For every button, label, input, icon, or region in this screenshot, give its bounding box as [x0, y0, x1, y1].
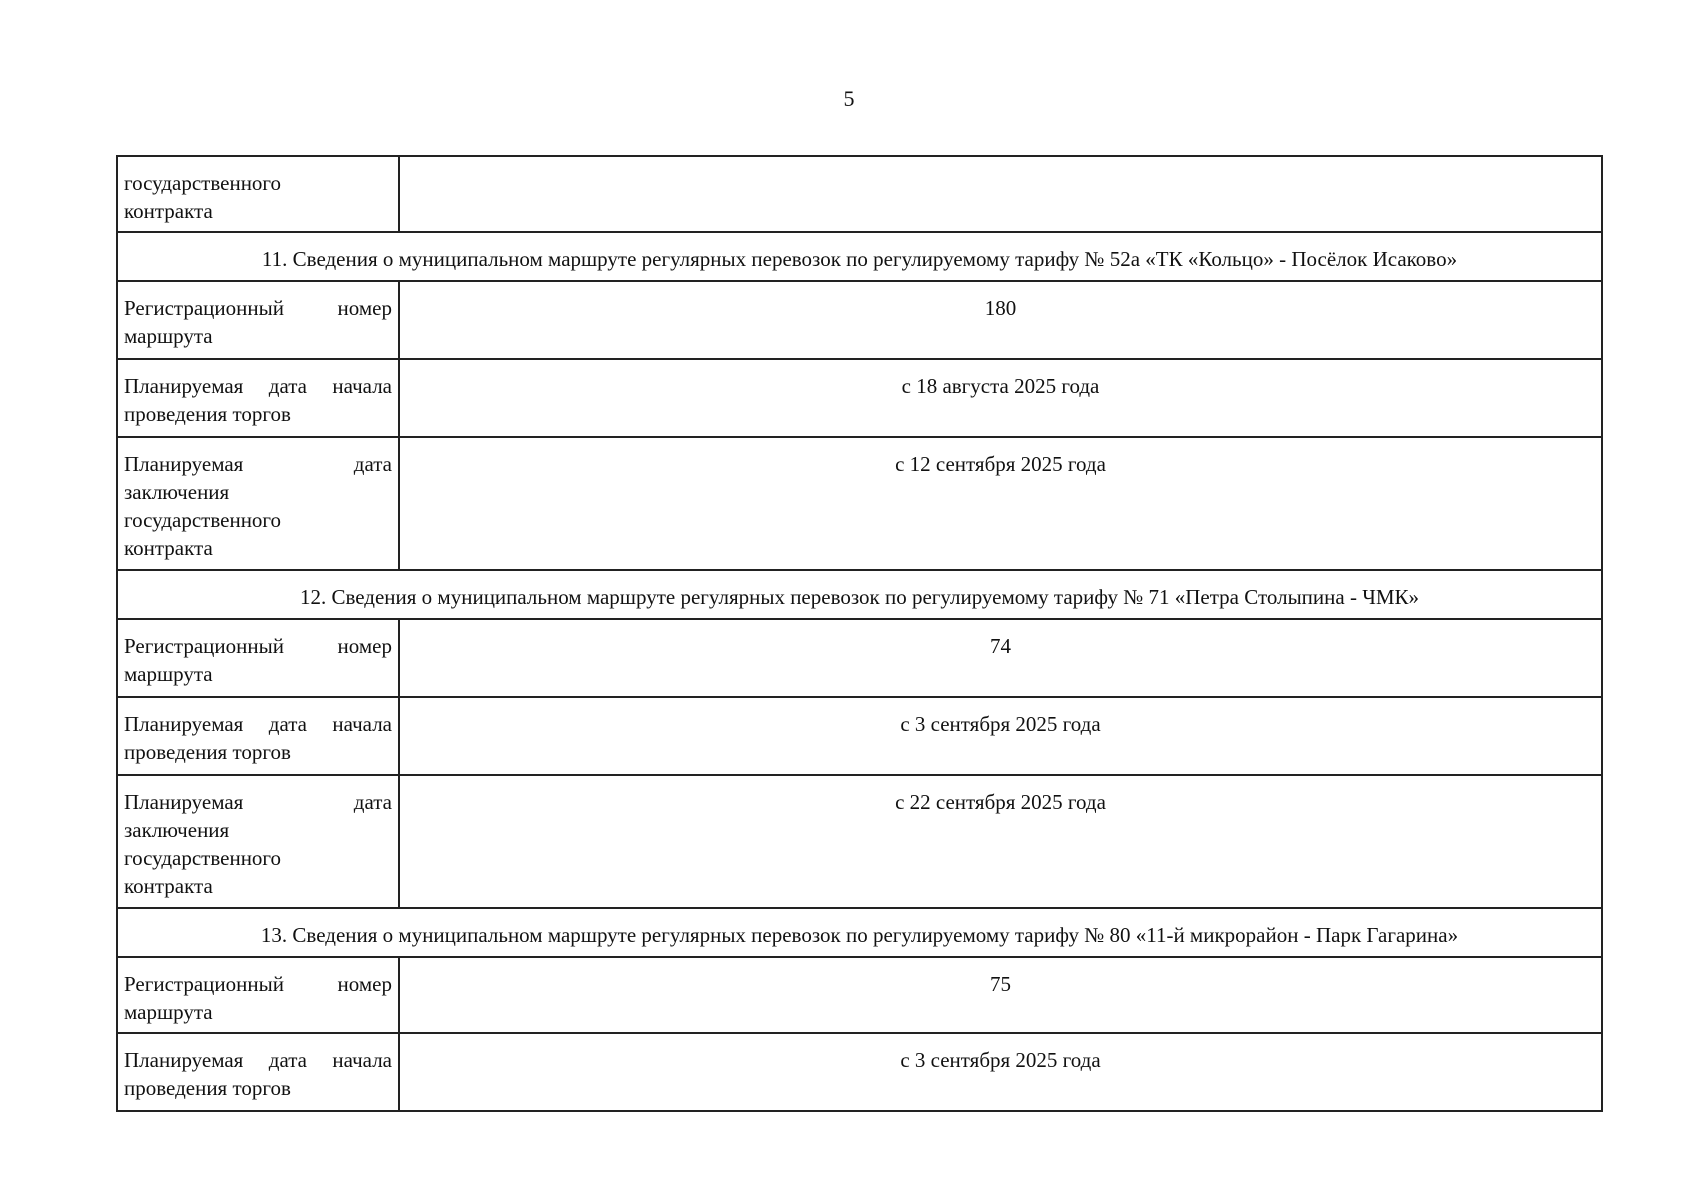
label-line: [124, 632, 392, 660]
label-line: заключения: [124, 818, 230, 842]
label-word: Планируемая: [124, 374, 244, 398]
label-line: маршрута: [124, 1000, 213, 1024]
page-number: 5: [843, 86, 855, 111]
label-line: государственного: [124, 171, 282, 195]
row-label: [117, 359, 399, 437]
label-word: дата: [268, 712, 307, 736]
label-line: [124, 788, 392, 816]
row-value: с 3 сентября 2025 года: [399, 697, 1602, 775]
label-line: [124, 710, 392, 738]
label-word: Регистрационный: [124, 296, 284, 320]
row-label: [117, 281, 399, 359]
row-label: [117, 697, 399, 775]
label-line: маршрута: [124, 324, 213, 348]
label-line: [124, 372, 392, 400]
section-header-row: [117, 232, 1602, 281]
label-word: дата: [353, 790, 392, 814]
label-line: [124, 450, 392, 478]
table-row: [117, 359, 1602, 437]
row-value: 74: [399, 619, 1602, 697]
label-word: Регистрационный: [124, 972, 284, 996]
label-line: контракта: [124, 874, 213, 898]
carry-over-row: [117, 156, 1602, 232]
label-line: маршрута: [124, 662, 213, 686]
carry-over-value: [399, 156, 1602, 232]
row-value: с 12 сентября 2025 года: [399, 437, 1602, 570]
table-row: [117, 697, 1602, 775]
label-word: Планируемая: [124, 452, 244, 476]
row-value: с 22 сентября 2025 года: [399, 775, 1602, 908]
label-line: государственного: [124, 508, 282, 532]
row-label: [117, 775, 399, 908]
label-word: начала: [332, 374, 392, 398]
label-line: заключения: [124, 480, 230, 504]
label-line: проведения торгов: [124, 740, 291, 764]
row-label: [117, 437, 399, 570]
label-word: дата: [353, 452, 392, 476]
label-word: Планируемая: [124, 712, 244, 736]
section-title: 11. Сведения о муниципальном маршруте регулярных перевозок по регулируемому тарифу № 52а «ТК «Кольцо» - Посёлок Исаково»: [117, 232, 1602, 281]
label-word: дата: [268, 1048, 307, 1072]
table-row: [117, 437, 1602, 570]
row-value: с 18 августа 2025 года: [399, 359, 1602, 437]
row-label: [117, 619, 399, 697]
carry-over-label: [117, 156, 399, 232]
label-word: начала: [332, 712, 392, 736]
section-title: 13. Сведения о муниципальном маршруте регулярных перевозок по регулируемому тарифу № 80 «11-й микрорайон - Парк Гагарина»: [117, 908, 1602, 957]
label-word: номер: [337, 972, 392, 996]
label-word: Планируемая: [124, 1048, 244, 1072]
label-word: номер: [337, 296, 392, 320]
section-header-row: [117, 908, 1602, 957]
table-row: [117, 619, 1602, 697]
table-row: [117, 775, 1602, 908]
label-line: контракта: [124, 199, 213, 223]
label-word: Планируемая: [124, 790, 244, 814]
section-title: 12. Сведения о муниципальном маршруте регулярных перевозок по регулируемому тарифу № 71 «Петра Столыпина - ЧМК»: [117, 570, 1602, 619]
label-word: начала: [332, 1048, 392, 1072]
label-line: проведения торгов: [124, 1076, 291, 1100]
label-line: [124, 1046, 392, 1074]
label-line: проведения торгов: [124, 402, 291, 426]
routes-table: [116, 155, 1603, 1112]
label-line: контракта: [124, 536, 213, 560]
row-value: 180: [399, 281, 1602, 359]
row-label: [117, 957, 399, 1033]
row-value: с 3 сентября 2025 года: [399, 1033, 1602, 1111]
row-value: 75: [399, 957, 1602, 1033]
row-label: [117, 1033, 399, 1111]
section-header-row: [117, 570, 1602, 619]
label-line: [124, 294, 392, 322]
table-row: [117, 1033, 1602, 1111]
label-line: [124, 970, 392, 998]
label-word: дата: [268, 374, 307, 398]
table-row: [117, 957, 1602, 1033]
label-word: номер: [337, 634, 392, 658]
label-line: государственного: [124, 846, 282, 870]
label-word: Регистрационный: [124, 634, 284, 658]
table-row: [117, 281, 1602, 359]
